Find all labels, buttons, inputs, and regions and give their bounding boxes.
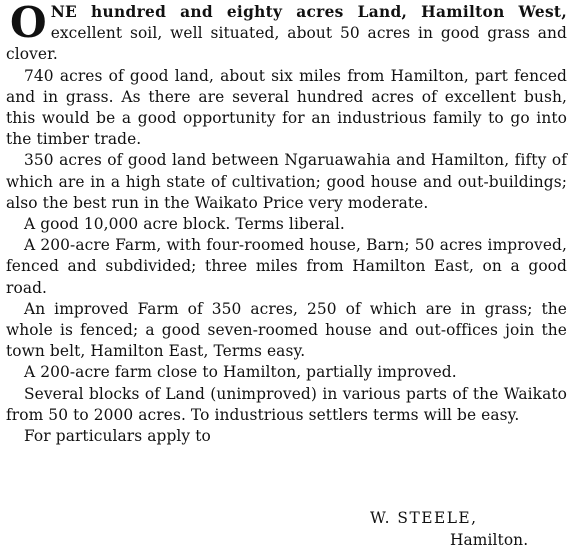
ad-heading-caps: NE hundred and eighty acres Land, Hamilton West, (50, 3, 567, 21)
ad-paragraph-200-acre-close: A 200-acre farm close to Hamilton, partially improved. (24, 363, 457, 382)
ad-paragraph-several-blocks: Several blocks of Land (unimproved) in various parts of the Waikato from 50 to 2000 acres. To industrious settlers terms will be easy. (6, 384, 567, 424)
ad-heading-rest: excellent soil, well situated, about 50 acres in good grass and clover. (6, 24, 567, 64)
advertiser-location: Hamilton. (450, 531, 529, 549)
drop-cap: O (10, 0, 47, 47)
advertiser-signature: W. STEELE, (370, 509, 478, 527)
ad-paragraph-10000-acre-block: A good 10,000 acre block. Terms liberal. (24, 215, 345, 234)
ad-paragraph-first (6, 2, 567, 66)
ad-paragraph-apply: For particulars apply to (24, 427, 211, 446)
ad-paragraph-350-acres: 350 acres of good land between Ngaruawahia and Hamilton, fifty of which are in a high state of cultivation; good house and out-buildings; also the best run in the Waikato Price very moderate. (6, 151, 567, 212)
ad-paragraph-200-acre-farm: A 200-acre Farm, with four-roomed house, Barn; 50 acres improved, fenced and subdivided; three miles from Hamilton East, on a good road. (6, 236, 567, 297)
ad-paragraph-740-acres: 740 acres of good land, about six miles from Hamilton, part fenced and in grass. As there are several hundred acres of excellent bush, this would be a good opportunity for an industrious family to go into the timber trade. (6, 66, 567, 149)
ad-paragraph-improved-farm: An improved Farm of 350 acres, 250 of which are in grass; the whole is fenced; a good seven-roomed house and out-offices join the town belt, Hamilton East, Terms easy. (6, 299, 567, 361)
